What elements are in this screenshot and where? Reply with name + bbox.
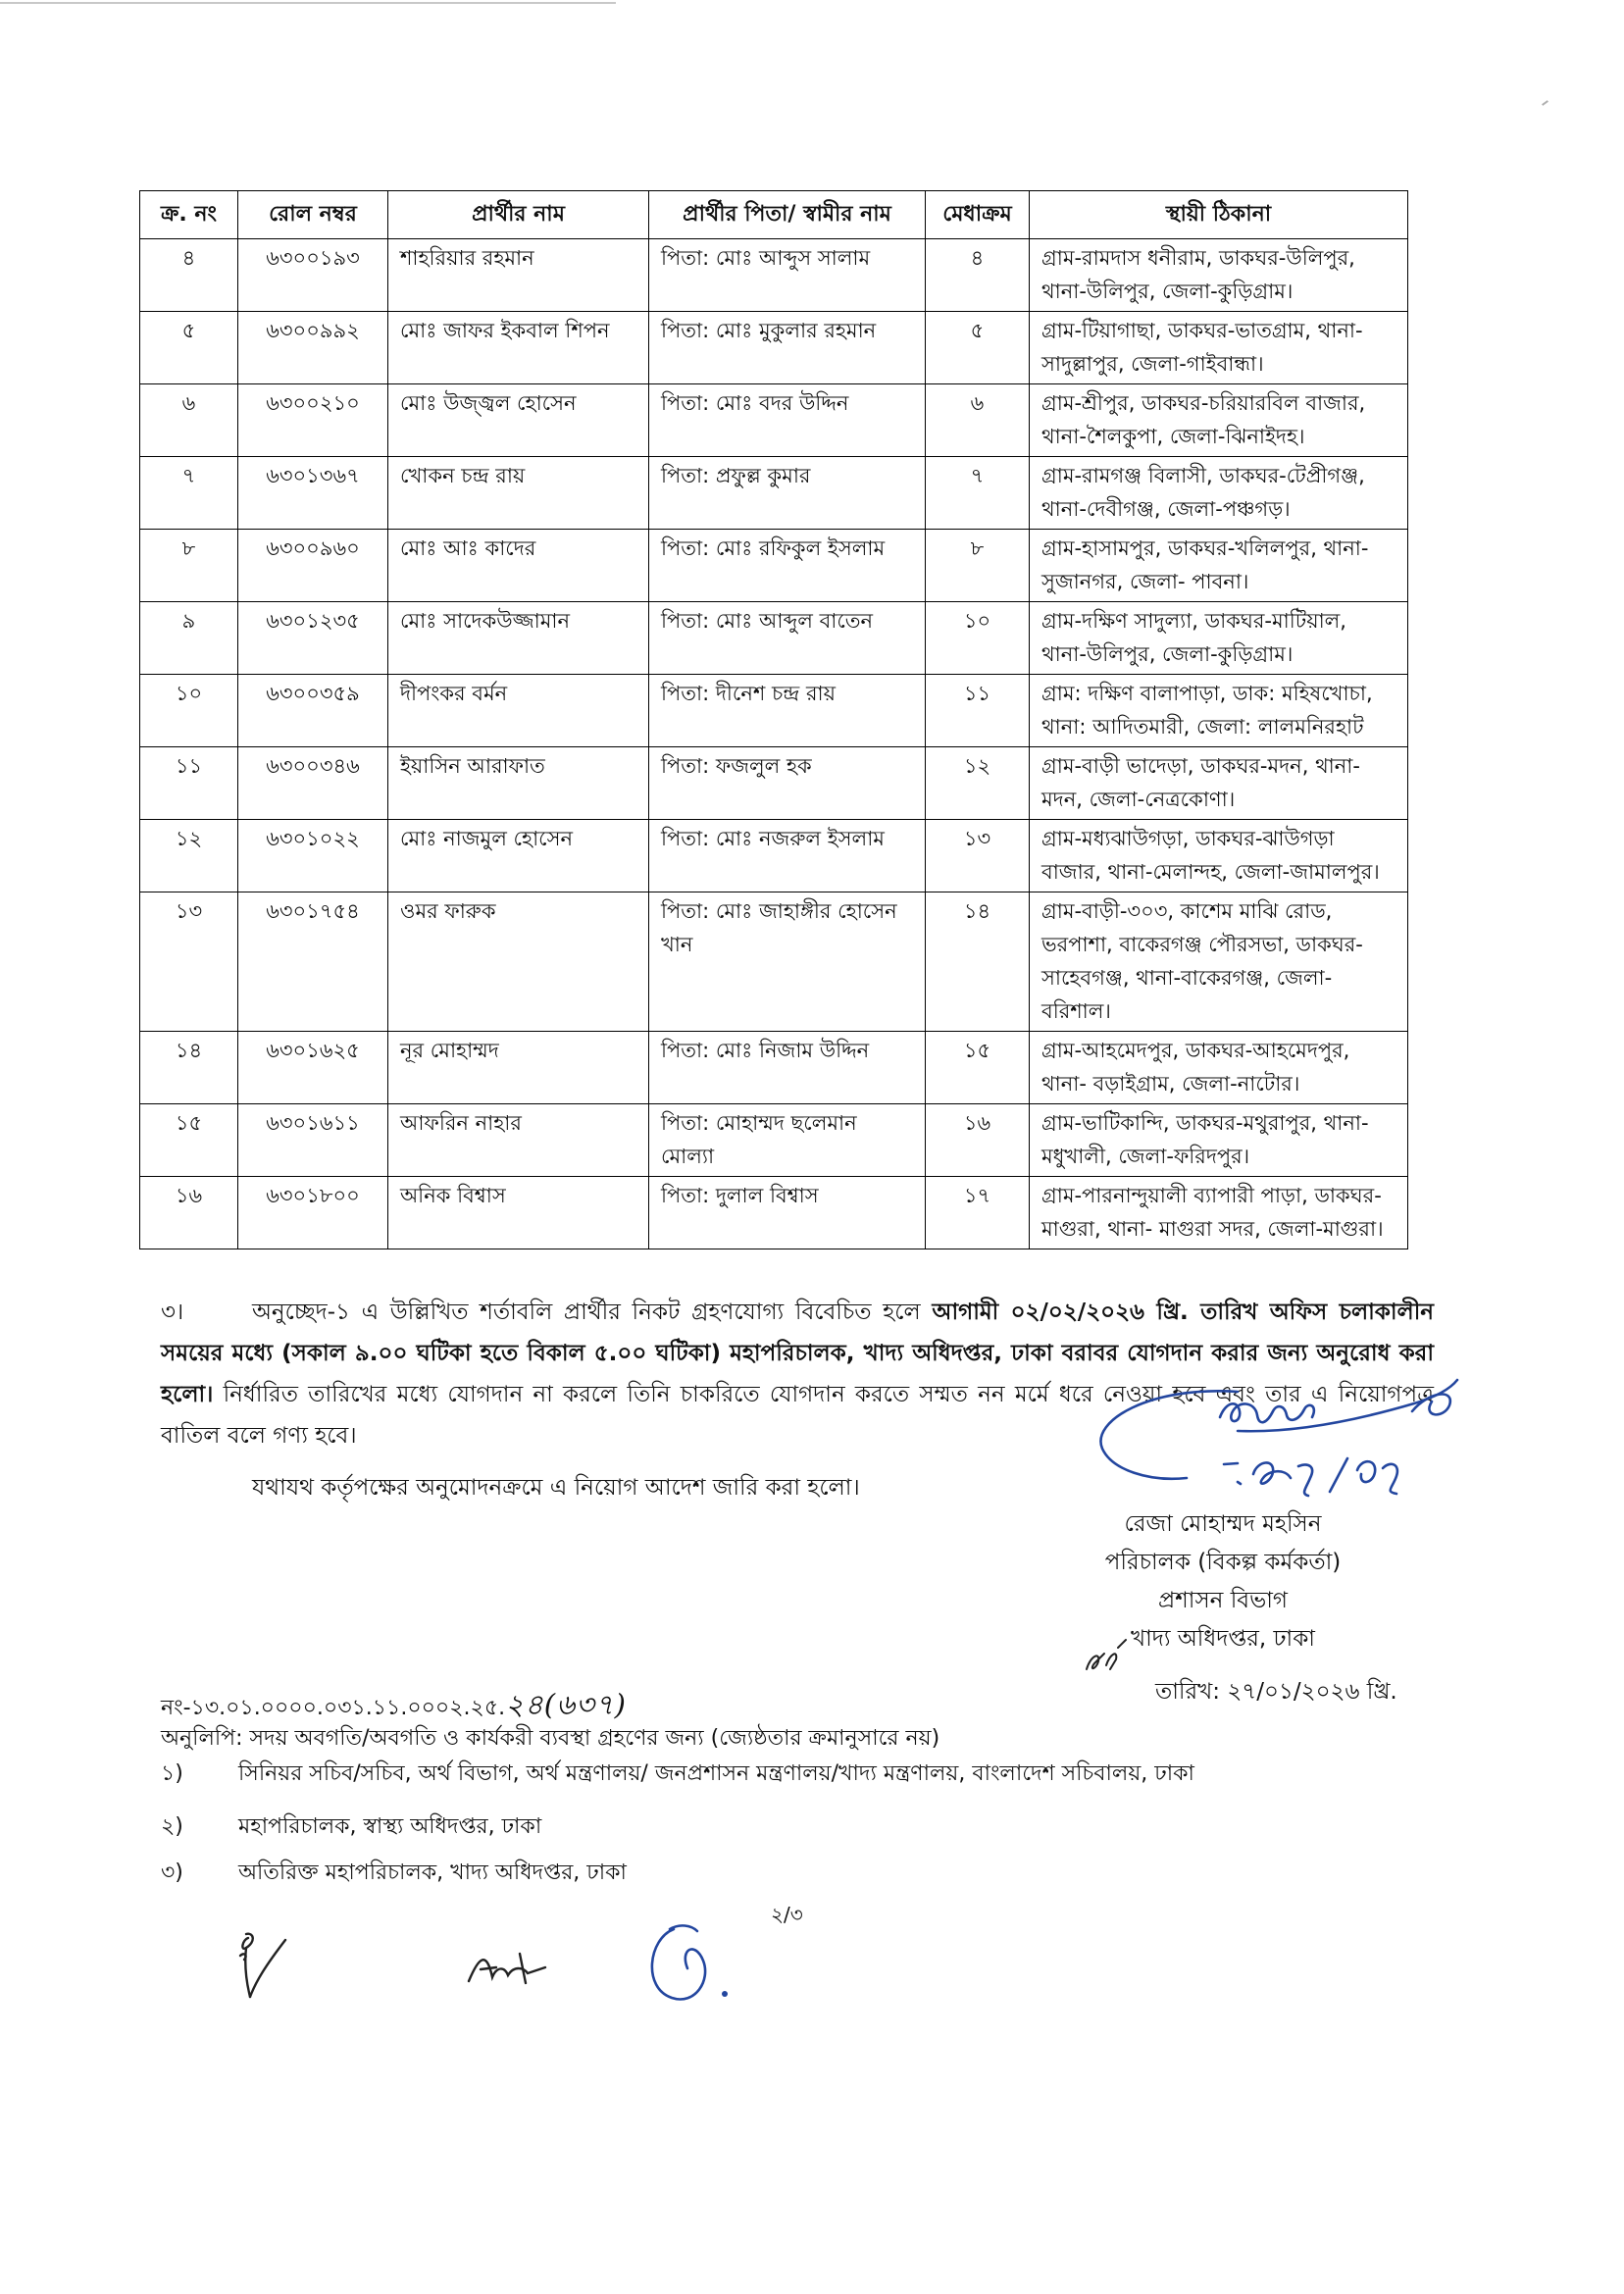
cell-name: খোকন চন্দ্র রায় bbox=[388, 457, 649, 530]
memo-number-printed: নং-১৩.০১.০০০০.০৩১.১১.০০০২.২৫. bbox=[161, 1696, 506, 1720]
cell-name: মোঃ আঃ কাদের bbox=[388, 530, 649, 602]
cell-name: অনিক বিশ্বাস bbox=[388, 1177, 649, 1249]
cell-serial: ৪ bbox=[140, 239, 238, 312]
handwritten-mark-icon bbox=[1081, 1636, 1130, 1677]
header-name: প্রার্থীর নাম bbox=[388, 191, 649, 239]
cell-merit: ১৪ bbox=[926, 892, 1030, 1032]
cell-serial: ১১ bbox=[140, 747, 238, 820]
cell-guardian: পিতা: মোঃ আব্দুস সালাম bbox=[649, 239, 926, 312]
cell-address: গ্রাম-রামদাস ধনীরাম, ডাকঘর-উলিপুর, থানা-উলিপুর, জেলা-কুড়িগ্রাম। bbox=[1030, 239, 1408, 312]
cell-roll: ৬৩০১৬১১ bbox=[238, 1104, 388, 1177]
table-header bbox=[140, 191, 1408, 239]
cell-address: গ্রাম-শ্রীপুর, ডাকঘর-চরিয়ারবিল বাজার, থানা-শৈলকুপা, জেলা-ঝিনাইদহ। bbox=[1030, 384, 1408, 457]
cell-name: শাহরিয়ার রহমান bbox=[388, 239, 649, 312]
cell-guardian: পিতা: মোঃ আব্দুল বাতেন bbox=[649, 602, 926, 675]
cell-address: গ্রাম-রামগঞ্জ বিলাসী, ডাকঘর-টেপ্রীগঞ্জ, থানা-দেবীগঞ্জ, জেলা-পঞ্চগড়। bbox=[1030, 457, 1408, 530]
cell-address: গ্রাম-বাড়ী-৩০৩, কাশেম মাঝি রোড, ভরপাশা, বাকেরগঞ্জ পৌরসভা, ডাকঘর-সাহেবগঞ্জ, থানা-বাকেরগঞ্জ, জেলা-বরিশাল। bbox=[1030, 892, 1408, 1032]
cell-merit: ৫ bbox=[926, 312, 1030, 384]
header-guardian: প্রার্থীর পিতা/ স্বামীর নাম bbox=[649, 191, 926, 239]
initial-signature-icon bbox=[640, 1919, 735, 2010]
cell-merit: ১২ bbox=[926, 747, 1030, 820]
cell-serial: ১০ bbox=[140, 675, 238, 747]
table-row bbox=[140, 602, 1408, 675]
cell-serial: ৭ bbox=[140, 457, 238, 530]
cell-guardian: পিতা: দীনেশ চন্দ্র রায় bbox=[649, 675, 926, 747]
cell-guardian: পিতা: মোঃ নজরুল ইসলাম bbox=[649, 820, 926, 892]
paragraph-text-bold: আগামী ০২/০২/২০২৬ খ্রি. তারিখ অফিস চলাকালীন সময়ের মধ্যে (সকাল ৯.০০ ঘটিকা হতে বিকাল ৫.০০ ঘটিকা) মহাপরিচালক, খাদ্য অধিদপ্তর, ঢাকা বরাবর যোগদান করার জন্য অনুরোধ করা হলো। bbox=[161, 1300, 1435, 1407]
cell-name: মোঃ নাজমুল হোসেন bbox=[388, 820, 649, 892]
letter-body bbox=[161, 1292, 1434, 2009]
signatory-department: প্রশাসন বিভাগ bbox=[1158, 1588, 1288, 1613]
cell-merit: ৮ bbox=[926, 530, 1030, 602]
table-row bbox=[140, 457, 1408, 530]
cell-name: ওমর ফারুক bbox=[388, 892, 649, 1032]
memo-number-handwritten: ২৪(৬৩৭) bbox=[505, 1688, 627, 1721]
cell-roll: ৬৩০০৩৫৯ bbox=[238, 675, 388, 747]
cell-roll: ৬৩০১৭৫৪ bbox=[238, 892, 388, 1032]
header-address: স্থায়ী ঠিকানা bbox=[1030, 191, 1408, 239]
approval-line: যথাযথ কর্তৃপক্ষের অনুমোদনক্রমে এ নিয়োগ আদেশ জারি করা হলো। bbox=[252, 1475, 860, 1501]
header-roll: রোল নম্বর bbox=[238, 191, 388, 239]
cell-name: ইয়াসিন আরাফাত bbox=[388, 747, 649, 820]
cell-serial: ৯ bbox=[140, 602, 238, 675]
cell-guardian: পিতা: মোঃ নিজাম উদ্দিন bbox=[649, 1032, 926, 1104]
table-header-row bbox=[140, 191, 1408, 239]
table-row bbox=[140, 312, 1408, 384]
copy-to-item-text: অতিরিক্ত মহাপরিচালক, খাদ্য অধিদপ্তর, ঢাকা bbox=[238, 1861, 627, 1885]
header-serial: ক্র. নং bbox=[140, 191, 238, 239]
cell-name: নূর মোহাম্মদ bbox=[388, 1032, 649, 1104]
cell-roll: ৬৩০১৩৬৭ bbox=[238, 457, 388, 530]
scan-edge-line bbox=[0, 2, 616, 4]
cell-roll: ৬৩০১৮০০ bbox=[238, 1177, 388, 1249]
cell-address: গ্রাম-আহমেদপুর, ডাকঘর-আহমেদপুর, থানা- বড়াইগ্রাম, জেলা-নাটোর। bbox=[1030, 1032, 1408, 1104]
table-row bbox=[140, 820, 1408, 892]
signature-icon bbox=[1091, 1372, 1463, 1519]
page-number: ২/৩ bbox=[771, 1903, 803, 1926]
cell-serial: ১৬ bbox=[140, 1177, 238, 1249]
cell-roll: ৬৩০০৯৯২ bbox=[238, 312, 388, 384]
table-row bbox=[140, 1032, 1408, 1104]
table-row bbox=[140, 530, 1408, 602]
table-body bbox=[140, 239, 1408, 1249]
cell-serial: ১২ bbox=[140, 820, 238, 892]
copy-to-item bbox=[161, 1810, 1434, 1845]
table-row bbox=[140, 239, 1408, 312]
cell-merit: ১৭ bbox=[926, 1177, 1030, 1249]
table-row bbox=[140, 892, 1408, 1032]
cell-address: গ্রাম-ভাটিকান্দি, ডাকঘর-মথুরাপুর, থানা- মধুখালী, জেলা-ফরিদপুর। bbox=[1030, 1104, 1408, 1177]
cell-roll: ৬৩০০৩৪৬ bbox=[238, 747, 388, 820]
header-merit: মেধাক্রম bbox=[926, 191, 1030, 239]
cell-merit: ১০ bbox=[926, 602, 1030, 675]
cell-guardian: পিতা: মোহাম্মদ ছলেমান মোল্যা bbox=[649, 1104, 926, 1177]
candidate-table bbox=[139, 190, 1408, 1249]
cell-serial: ৮ bbox=[140, 530, 238, 602]
cell-roll: ৬৩০০৯৬০ bbox=[238, 530, 388, 602]
cell-roll: ৬৩০০১৯৩ bbox=[238, 239, 388, 312]
table-row bbox=[140, 1177, 1408, 1249]
cell-address: গ্রাম: দক্ষিণ বালাপাড়া, ডাক: মহিষখোচা, থানা: আদিতমারী, জেলা: লালমনিরহাট bbox=[1030, 675, 1408, 747]
signature-date: তারিখ: ২৭/০১/২০২৬ খ্রি. bbox=[1155, 1679, 1397, 1705]
table-row bbox=[140, 1104, 1408, 1177]
copy-to-item-text: সিনিয়র সচিব/সচিব, অর্থ বিভাগ, অর্থ মন্ত্রণালয়/ জনপ্রশাসন মন্ত্রণালয়/খাদ্য মন্ত্রণালয়, বাংলাদেশ সচিবালয়, ঢাকা bbox=[238, 1761, 1194, 1786]
initial-signature-icon bbox=[234, 1926, 289, 2001]
table-row bbox=[140, 747, 1408, 820]
cell-merit: ১৫ bbox=[926, 1032, 1030, 1104]
cell-guardian: পিতা: দুলাল বিশ্বাস bbox=[649, 1177, 926, 1249]
paragraph-text-before: অনুচ্ছেদ-১ এ উল্লিখিত শর্তাবলি প্রার্থীর নিকট গ্রহণযোগ্য বিবেচিত হলে bbox=[252, 1300, 921, 1325]
cell-guardian: পিতা: মোঃ বদর উদ্দিন bbox=[649, 384, 926, 457]
cell-name: আফরিন নাহার bbox=[388, 1104, 649, 1177]
cell-address: গ্রাম-পারনান্দুয়ালী ব্যাপারী পাড়া, ডাকঘর-মাগুরা, থানা- মাগুরা সদর, জেলা-মাগুরা। bbox=[1030, 1177, 1408, 1249]
cell-merit: ১৩ bbox=[926, 820, 1030, 892]
cell-guardian: পিতা: মোঃ মুকুলার রহমান bbox=[649, 312, 926, 384]
scan-speck bbox=[1542, 100, 1548, 106]
copy-to-heading: অনুলিপি: সদয় অবগতি/অবগতি ও কার্যকরী ব্যবস্থা গ্রহণের জন্য (জ্যেষ্ঠতার ক্রমানুসারে নয়) bbox=[161, 1726, 940, 1751]
cell-address: গ্রাম-টিয়াগাছা, ডাকঘর-ভাতগ্রাম, থানা-সাদুল্লাপুর, জেলা-গাইবান্ধা। bbox=[1030, 312, 1408, 384]
copy-to-item-number: ২) bbox=[161, 1814, 183, 1839]
cell-serial: ১৫ bbox=[140, 1104, 238, 1177]
cell-address: গ্রাম-মধ্যঝাউগড়া, ডাকঘর-ঝাউগড়া বাজার, থানা-মেলান্দহ, জেলা-জামালপুর। bbox=[1030, 820, 1408, 892]
cell-roll: ৬৩০০২১০ bbox=[238, 384, 388, 457]
cell-roll: ৬৩০১০২২ bbox=[238, 820, 388, 892]
cell-roll: ৬৩০১২৩৫ bbox=[238, 602, 388, 675]
cell-address: গ্রাম-দক্ষিণ সাদুল্যা, ডাকঘর-মাটিয়াল, থানা-উলিপুর, জেলা-কুড়িগ্রাম। bbox=[1030, 602, 1408, 675]
cell-address: গ্রাম-হাসামপুর, ডাকঘর-খলিলপুর, থানা-সুজানগর, জেলা- পাবনা। bbox=[1030, 530, 1408, 602]
cell-name: মোঃ উজ্জ্বল হোসেন bbox=[388, 384, 649, 457]
cell-serial: ১৪ bbox=[140, 1032, 238, 1104]
cell-address: গ্রাম-বাড়ী ভাদেড়া, ডাকঘর-মদন, থানা-মদন, জেলা-নেত্রকোণা। bbox=[1030, 747, 1408, 820]
cell-merit: ৪ bbox=[926, 239, 1030, 312]
signatory-office: খাদ্য অধিদপ্তর, ঢাকা bbox=[1131, 1626, 1315, 1652]
paragraph-number: ৩। bbox=[161, 1300, 184, 1325]
cell-merit: ৭ bbox=[926, 457, 1030, 530]
cell-guardian: পিতা: মোঃ রফিকুল ইসলাম bbox=[649, 530, 926, 602]
copy-to-item-number: ৩) bbox=[161, 1861, 183, 1885]
cell-merit: ১৬ bbox=[926, 1104, 1030, 1177]
cell-guardian: পিতা: প্রফুল্ল কুমার bbox=[649, 457, 926, 530]
cell-merit: ৬ bbox=[926, 384, 1030, 457]
cell-guardian: পিতা: ফজলুল হক bbox=[649, 747, 926, 820]
initial-signature-icon bbox=[465, 1946, 549, 1987]
copy-to-item bbox=[161, 1757, 1434, 1792]
signatory-name: রেজা মোহাম্মদ মহসিন bbox=[1124, 1511, 1322, 1537]
cell-roll: ৬৩০১৬২৫ bbox=[238, 1032, 388, 1104]
table-row bbox=[140, 384, 1408, 457]
footer-zone bbox=[161, 1891, 1434, 2009]
cell-name: দীপংকর বর্মন bbox=[388, 675, 649, 747]
table-row bbox=[140, 675, 1408, 747]
cell-guardian: পিতা: মোঃ জাহাঙ্গীর হোসেন খান bbox=[649, 892, 926, 1032]
cell-name: মোঃ সাদেকউজ্জামান bbox=[388, 602, 649, 675]
signatory-designation: পরিচালক (বিকল্প কর্মকর্তা) bbox=[1104, 1550, 1342, 1575]
copy-to-item-number: ১) bbox=[161, 1761, 183, 1786]
cell-serial: ৫ bbox=[140, 312, 238, 384]
paragraph-text-after: নির্ধারিত তারিখের মধ্যে যোগদান না করলে তিনি চাকরিতে যোগদান করতে সম্মত নন মর্মে ধরে নেওয়া হবে এবং তার এ নিয়োগপত্র বাতিল বলে গণ্য হবে। bbox=[161, 1382, 1434, 1449]
cell-serial: ১৩ bbox=[140, 892, 238, 1032]
copy-to-item bbox=[161, 1856, 1434, 1891]
cell-name: মোঃ জাফর ইকবাল শিপন bbox=[388, 312, 649, 384]
cell-serial: ৬ bbox=[140, 384, 238, 457]
cell-merit: ১১ bbox=[926, 675, 1030, 747]
copy-to-item-text: মহাপরিচালক, স্বাস্থ্য অধিদপ্তর, ঢাকা bbox=[238, 1814, 542, 1839]
